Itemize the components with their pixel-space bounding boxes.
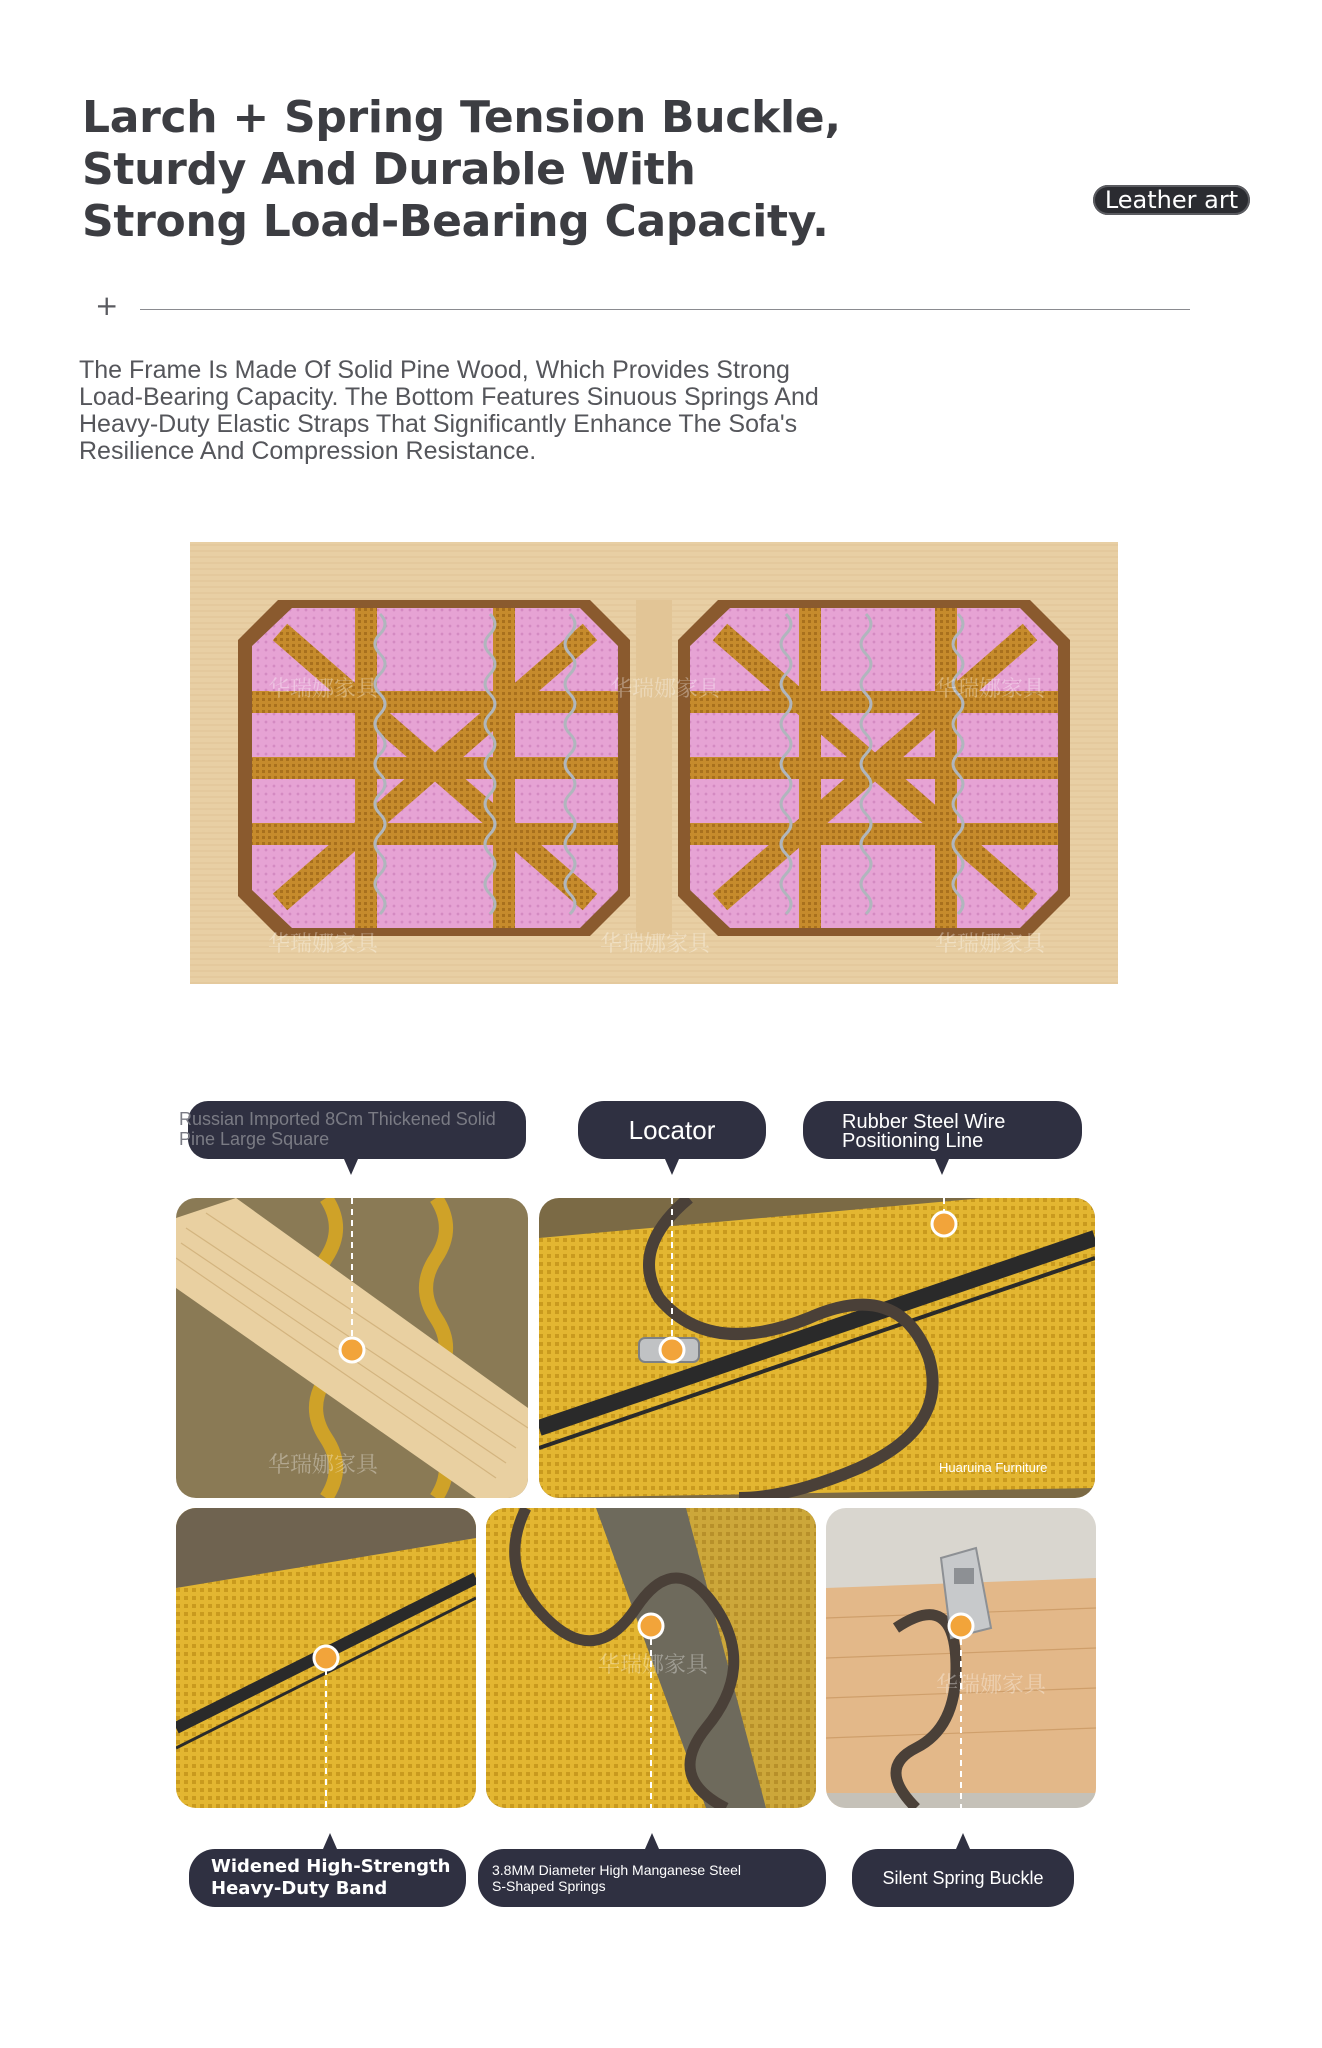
label-heavy-band bbox=[189, 1849, 466, 1907]
watermark: 华瑞娜家具 bbox=[935, 932, 1046, 957]
label-springs-line-2: S-Shaped Springs bbox=[492, 1878, 606, 1894]
plus-icon: + bbox=[95, 289, 119, 322]
buckle-closeup bbox=[826, 1508, 1096, 1808]
description-line-2: Load-Bearing Capacity. The Bottom Features Sinuous Springs And bbox=[79, 383, 819, 411]
headline-line-2: Sturdy And Durable With bbox=[82, 144, 696, 195]
description bbox=[79, 357, 819, 465]
watermark: 华瑞娜家具 bbox=[268, 932, 379, 957]
watermark: 华瑞娜家具 bbox=[600, 932, 711, 957]
label-pointer bbox=[344, 1159, 358, 1175]
tile-locator bbox=[539, 1198, 1095, 1498]
watermark: 华瑞娜家具 bbox=[598, 1653, 709, 1678]
leather-art-badge: Leather art bbox=[1093, 185, 1250, 215]
tile-buckle bbox=[826, 1508, 1096, 1808]
label-locator bbox=[578, 1101, 766, 1159]
tile-heavy-band bbox=[176, 1508, 476, 1808]
label-rubber-wire bbox=[803, 1101, 1082, 1159]
watermark-en: Huaruina Furniture bbox=[939, 1460, 1048, 1475]
label-pointer bbox=[645, 1833, 659, 1849]
sofa-frame-photo bbox=[190, 542, 1118, 984]
label-pointer bbox=[956, 1833, 970, 1849]
label-pine-square-line-2: Pine Large Square bbox=[179, 1129, 330, 1149]
headline bbox=[82, 92, 841, 248]
watermark: 华瑞娜家具 bbox=[268, 677, 379, 702]
watermark: 华瑞娜家具 bbox=[610, 677, 721, 702]
watermark: 华瑞娜家具 bbox=[935, 677, 1046, 702]
headline-line-3: Strong Load-Bearing Capacity. bbox=[82, 196, 829, 247]
label-rubber-wire-text bbox=[842, 1113, 1005, 1151]
tile-springs bbox=[486, 1508, 816, 1808]
label-heavy-band-line-1: Widened High-Strength bbox=[211, 1856, 451, 1877]
watermark: 华瑞娜家具 bbox=[936, 1673, 1047, 1698]
description-line-3: Heavy-Duty Elastic Straps That Significantly Enhance The Sofa's bbox=[79, 410, 798, 438]
label-pine-square-text bbox=[179, 1109, 496, 1149]
label-buckle-text: Silent Spring Buckle bbox=[882, 1868, 1044, 1888]
headline-line-1: Larch + Spring Tension Buckle, bbox=[82, 92, 841, 143]
tile-pine-square bbox=[176, 1198, 528, 1498]
label-pine-square bbox=[179, 1101, 526, 1159]
label-pointer bbox=[665, 1159, 679, 1175]
divider-line bbox=[140, 309, 1190, 310]
label-heavy-band-line-2: Heavy-Duty Band bbox=[211, 1878, 388, 1899]
label-locator-text: Locator bbox=[628, 1115, 716, 1145]
label-springs-text bbox=[492, 1862, 741, 1894]
sofa-frame-illustration bbox=[190, 542, 1118, 984]
label-pine-square-line-1: Russian Imported 8Cm Thickened Solid bbox=[179, 1109, 496, 1129]
description-line-4: Resilience And Compression Resistance. bbox=[79, 437, 537, 465]
label-buckle bbox=[852, 1849, 1074, 1907]
description-line-1: The Frame Is Made Of Solid Pine Wood, Which Provides Strong bbox=[79, 356, 790, 384]
heavy-band-closeup bbox=[176, 1508, 476, 1808]
label-springs-line-1: 3.8MM Diameter High Manganese Steel bbox=[492, 1862, 742, 1878]
label-springs bbox=[478, 1849, 826, 1907]
label-rubber-wire-line-1: Rubber Steel Wire bbox=[842, 1111, 1006, 1133]
label-pointer bbox=[323, 1833, 337, 1849]
label-heavy-band-text bbox=[211, 1856, 450, 1900]
watermark: 华瑞娜家具 bbox=[268, 1453, 379, 1478]
label-pointer bbox=[935, 1159, 949, 1175]
locator-closeup bbox=[539, 1198, 1095, 1498]
label-rubber-wire-line-2: Positioning Line bbox=[842, 1130, 984, 1152]
